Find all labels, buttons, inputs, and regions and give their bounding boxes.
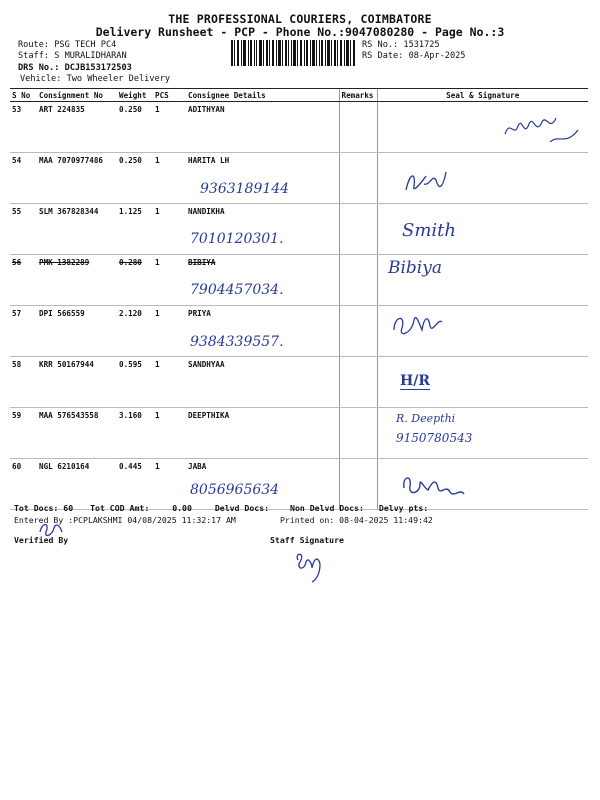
signature-row55: Smith	[402, 220, 456, 241]
cell-consignment: PMK 1382289	[37, 255, 117, 306]
cell-weight: 0.595	[117, 357, 153, 408]
delvy-pts-label: Delvy pts:	[378, 503, 429, 513]
col-pcs: PCS	[153, 89, 186, 102]
barcode-image	[231, 40, 355, 66]
table-row	[10, 357, 588, 408]
cell-sno: 60	[10, 459, 37, 510]
cell-weight: 2.120	[117, 306, 153, 357]
cell-remarks	[339, 153, 377, 204]
col-consignment: Consignment No	[37, 89, 117, 102]
delvd-docs-label: Delvd Docs:	[214, 503, 270, 513]
cell-remarks	[339, 459, 377, 510]
handwritten-phone-row55: 7010120301.	[190, 231, 284, 247]
signature-row56: Bibiya	[388, 258, 442, 278]
cell-remarks	[339, 255, 377, 306]
signature-phone-row59: 9150780543	[396, 431, 473, 445]
cell-weight: 0.250	[117, 153, 153, 204]
cell-consignment: KRR 50167944	[37, 357, 117, 408]
col-remarks: Remarks	[339, 89, 377, 102]
cell-consignment: DPI 566559	[37, 306, 117, 357]
cell-weight: 0.250	[117, 102, 153, 153]
rs-date-label: RS Date: 08-Apr-2025	[362, 51, 466, 61]
cell-remarks	[339, 102, 377, 153]
cell-consignment: SLM 367828344	[37, 204, 117, 255]
entered-by-label: Entered By :PCPLAKSHMI 04/08/2025 11:32:17 AM	[14, 515, 236, 525]
cell-sno: 59	[10, 408, 37, 459]
cell-consignee: SANDHYAA	[186, 357, 339, 408]
staff-label: Staff: S MURALIDHARAN	[18, 51, 127, 61]
staff-signature-mark	[290, 548, 330, 584]
company-title: THE PROFESSIONAL COURIERS, COIMBATORE	[168, 12, 432, 26]
table-row	[10, 408, 588, 459]
cell-consignee: PRIYA	[186, 306, 339, 357]
staff-signature-label: Staff Signature	[270, 535, 344, 545]
cell-consignment: MAA 7070977486	[37, 153, 117, 204]
cell-sno: 55	[10, 204, 37, 255]
handwritten-phone-row60: 8056965634	[190, 482, 280, 498]
cell-sno: 54	[10, 153, 37, 204]
runsheet-title: Delivery Runsheet - PCP - Phone No.:9047080280 - Page No.:3	[95, 25, 505, 39]
cell-consignee: NANDIKHA	[186, 204, 339, 255]
cell-remarks	[339, 408, 377, 459]
cell-weight: 3.160	[117, 408, 153, 459]
col-sno: S No	[10, 89, 37, 102]
table-row	[10, 459, 588, 510]
handwritten-phone-row56: 7904457034.	[190, 282, 284, 298]
cell-consignee: DEEPTHIKA	[186, 408, 339, 459]
cell-remarks	[339, 357, 377, 408]
cell-consignee: ADITHYAN	[186, 102, 339, 153]
cell-pcs: 1	[153, 306, 186, 357]
printed-on-label: Printed on: 08-04-2025 11:49:42	[280, 515, 433, 525]
verified-by-label: Verified By	[14, 535, 69, 545]
cell-weight: 0.445	[117, 459, 153, 510]
signature-row53	[500, 104, 590, 154]
table-row	[10, 306, 588, 357]
col-consignee: Consignee Details	[186, 89, 339, 102]
cell-weight: 1.125	[117, 204, 153, 255]
cell-pcs: 1	[153, 357, 186, 408]
signature-row59: R. Deepthi	[396, 412, 456, 425]
vehicle-label: Vehicle: Two Wheeler Delivery	[20, 74, 171, 84]
non-delvd-docs-label: Non Delvd Docs:	[290, 503, 364, 513]
cell-sno: 57	[10, 306, 37, 357]
cell-consignee: BIBIYA	[186, 255, 339, 306]
signature-row60	[398, 468, 468, 502]
cell-remarks	[339, 306, 377, 357]
signature-row58: H/R	[400, 373, 430, 389]
rs-no-label: RS No.: 1531725	[362, 40, 440, 50]
cell-sno: 53	[10, 102, 37, 153]
signature-row57	[390, 308, 446, 342]
cell-consignee: JABA	[186, 459, 339, 510]
table-header-row	[10, 89, 588, 102]
cell-remarks	[339, 204, 377, 255]
tot-cod-value: 0.00	[172, 503, 192, 513]
table-row	[10, 204, 588, 255]
cell-weight: 0.280	[117, 255, 153, 306]
footer-totals-row	[14, 503, 434, 513]
route-label: Route: PSG TECH PC4	[18, 40, 117, 50]
signature-row54	[402, 166, 452, 198]
cell-sno: 58	[10, 357, 37, 408]
col-weight: Weight	[117, 89, 153, 102]
cell-consignee: HARITA LH	[186, 153, 339, 204]
table-row	[10, 255, 588, 306]
cell-pcs: 1	[153, 102, 186, 153]
cell-pcs: 1	[153, 204, 186, 255]
cell-consignment: NGL 6210164	[37, 459, 117, 510]
cell-consignment: ART 224835	[37, 102, 117, 153]
handwritten-phone-row57: 9384339557.	[190, 334, 284, 350]
cell-sno: 56	[10, 255, 37, 306]
drs-label: DRS No.: DCJB153172503	[18, 63, 132, 73]
tot-docs-label: Tot Docs: 60	[14, 503, 74, 513]
cell-pcs: 1	[153, 459, 186, 510]
cell-pcs: 1	[153, 255, 186, 306]
col-signature: Seal & Signature	[377, 89, 588, 102]
cell-consignment: MAA 576543558	[37, 408, 117, 459]
table-row	[10, 153, 588, 204]
cell-pcs: 1	[153, 408, 186, 459]
cell-pcs: 1	[153, 153, 186, 204]
handwritten-phone-row54: 9363189144	[200, 181, 290, 197]
tot-cod-label: Tot COD Amt:	[90, 503, 150, 513]
